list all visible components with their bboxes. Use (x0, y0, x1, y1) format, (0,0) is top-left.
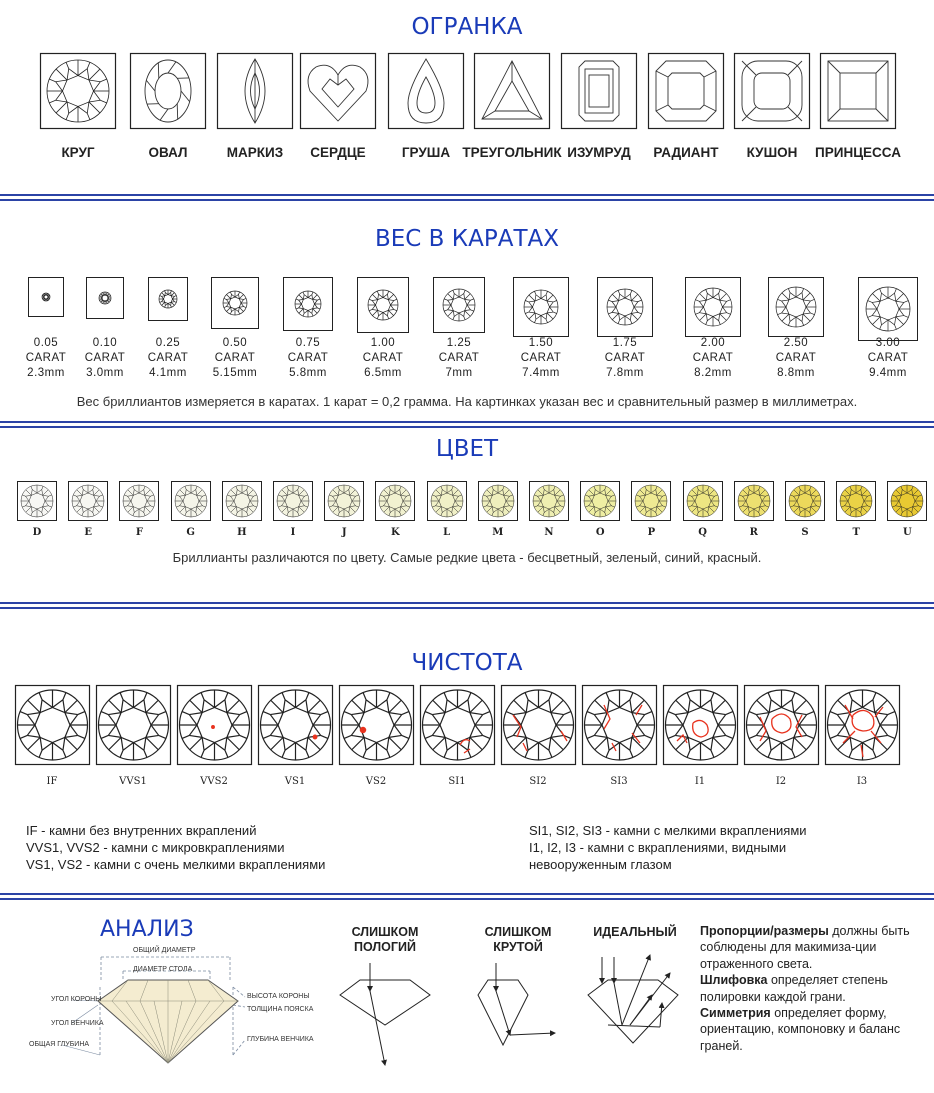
heading-line: КРУТОЙ (493, 940, 543, 954)
radiant-icon (648, 53, 724, 129)
carat-unit: CARAT (867, 352, 909, 364)
carat-size: 8.8mm (777, 367, 815, 379)
carat-diamond-icon (283, 277, 333, 331)
analysis-text (700, 923, 932, 1054)
clarity-legend-right (529, 822, 807, 873)
color-diamond-icon (836, 481, 876, 521)
cut-section-title: ОГРАНКА (411, 14, 523, 40)
color-diamond-icon (375, 481, 415, 521)
cut-shape-label: КУШОН (746, 145, 798, 160)
cut-ideal-heading (585, 925, 685, 940)
carat-size: 9.4mm (869, 367, 907, 379)
carat-diamond-icon (768, 277, 824, 337)
triangle-icon (474, 53, 550, 129)
carat-size: 5.8mm (289, 367, 327, 379)
cut-shape-label: ПРИНЦЕССА (815, 145, 901, 160)
cut-shape-label: РАДИАНТ (653, 145, 719, 160)
carat-weight: 1.75 (612, 337, 638, 349)
heading-line: ПОЛОГИЙ (354, 940, 416, 954)
section-divider (0, 194, 934, 201)
color-grade-label: T (852, 527, 860, 538)
clarity-diamond-icon (177, 685, 252, 765)
carat-diamond-icon (148, 277, 188, 321)
carat-diamond-icon (513, 277, 569, 337)
carat-size: 5.15mm (212, 367, 258, 379)
color-diamond-icon (222, 481, 262, 521)
color-diamond-icon (427, 481, 467, 521)
total-depth-label: ОБЩАЯ ГЛУБИНА (29, 1041, 90, 1048)
color-diamond-icon (887, 481, 927, 521)
carat-unit: CARAT (692, 352, 734, 364)
color-grade-label: O (595, 527, 605, 538)
color-grade-label: L (443, 527, 451, 538)
color-grade-label: M (492, 527, 504, 538)
clarity-diamond-icon (420, 685, 495, 765)
analysis-section-title: АНАЛИЗ (100, 917, 194, 942)
cut-shallow-heading (350, 925, 420, 955)
legend-line: VVS1, VVS2 - камни с микровкраплениями (26, 840, 285, 855)
color-grade-label: R (749, 527, 758, 538)
carat-diamond-icon (858, 277, 918, 341)
princess-icon (820, 53, 896, 129)
carat-weight: 1.25 (446, 337, 472, 349)
legend-line: SI1, SI2, SI3 - камни с мелкими вкраплениями (529, 823, 807, 838)
cut-shape-label: МАРКИЗ (226, 145, 284, 160)
color-grade-label: H (237, 527, 247, 538)
legend-line: невооруженным глазом (529, 857, 672, 872)
carat-caption (273, 336, 343, 381)
girdle-thickness-label: ТОЛЩИНА ПОЯСКА (247, 1006, 314, 1013)
clarity-grade-label: VVS1 (119, 776, 147, 787)
carat-caption (678, 336, 748, 381)
round-icon (40, 53, 116, 129)
clarity-diamond-icon (15, 685, 90, 765)
clarity-grade-label: VVS2 (200, 776, 228, 787)
color-diamond-icon (17, 481, 57, 521)
color-diamond-icon (580, 481, 620, 521)
carat-unit: CARAT (84, 352, 126, 364)
carat-weight: 1.50 (528, 337, 554, 349)
heart-icon (300, 53, 376, 129)
color-diamond-icon (478, 481, 518, 521)
clarity-grade-label: SI2 (529, 776, 547, 787)
color-section-title: ЦВЕТ (435, 436, 499, 462)
color-diamond-icon (631, 481, 671, 521)
color-grade-label: I (290, 527, 296, 538)
color-diamond-icon (785, 481, 825, 521)
carat-unit: CARAT (438, 352, 480, 364)
clarity-diamond-icon (744, 685, 819, 765)
clarity-grade-label: SI3 (610, 776, 628, 787)
legend-line: IF - камни без внутренних вкраплений (26, 823, 257, 838)
oval-icon (130, 53, 206, 129)
carat-weight: 0.50 (222, 337, 248, 349)
clarity-grade-label: VS2 (365, 776, 387, 787)
color-grade-label: Q (698, 527, 707, 538)
cut-deep-heading (476, 925, 560, 955)
color-grade-label: N (544, 527, 554, 538)
color-diamond-icon (324, 481, 364, 521)
clarity-diamond-icon (663, 685, 738, 765)
cut-shape-label: СЕРДЦЕ (310, 145, 366, 160)
color-diamond-icon (273, 481, 313, 521)
pavilion-depth-label: ГЛУБИНА ВЕНЧИКА (247, 1036, 314, 1043)
carat-weight: 2.50 (783, 337, 809, 349)
carat-unit: CARAT (362, 352, 404, 364)
clarity-grade-label: SI1 (448, 776, 466, 787)
carat-diamond-icon (211, 277, 259, 329)
color-note: Бриллианты различаются по цвету. Самые редкие цвета - бесцветный, зеленый, синий, красный. (172, 550, 762, 565)
color-diamond-icon (171, 481, 211, 521)
total-diameter-label: ОБЩИЙ ДИАМЕТР (133, 947, 196, 954)
carat-section-title: ВЕС В КАРАТАХ (375, 226, 559, 252)
legend-line: VS1, VS2 - камни с очень мелкими вкраплениями (26, 857, 326, 872)
cut-shape-label: ТРЕУГОЛЬНИК (462, 145, 562, 160)
polish-text: определяет степень полировки каждой грани. (700, 973, 888, 1004)
heading-line: ИДЕАЛЬНЫЙ (593, 925, 677, 939)
clarity-grade-label: IF (46, 776, 58, 787)
carat-caption (70, 336, 140, 381)
crown-angle-label: УГОЛ КОРОНЫ (51, 996, 102, 1003)
carat-caption (200, 336, 270, 381)
carat-unit: CARAT (147, 352, 189, 364)
color-grade-label: J (341, 527, 347, 538)
carat-caption (424, 336, 494, 381)
carat-size: 3.0mm (86, 367, 124, 379)
clarity-legend-left (26, 822, 325, 873)
carat-size: 7.4mm (522, 367, 560, 379)
carat-weight: 3.00 (875, 337, 901, 349)
carat-unit: CARAT (520, 352, 562, 364)
color-grade-label: D (32, 527, 42, 538)
carat-unit: CARAT (604, 352, 646, 364)
carat-unit: CARAT (25, 352, 67, 364)
color-diamond-icon (529, 481, 569, 521)
carat-diamond-icon (597, 277, 653, 337)
clarity-grade-label: I2 (775, 776, 787, 787)
carat-weight: 0.10 (92, 337, 118, 349)
color-grade-label: P (647, 527, 656, 538)
clarity-grade-label: VS1 (284, 776, 306, 787)
pavilion-angle-label: УГОЛ ВЕНЧИКА (51, 1020, 104, 1027)
color-grade-label: K (391, 527, 400, 538)
clarity-diamond-icon (501, 685, 576, 765)
clarity-diamond-icon (582, 685, 657, 765)
carat-size: 6.5mm (364, 367, 402, 379)
clarity-grade-label: I3 (856, 776, 868, 787)
carat-size: 4.1mm (149, 367, 187, 379)
heading-line: СЛИШКОМ (351, 925, 419, 939)
carat-diamond-icon (86, 277, 124, 319)
section-divider (0, 421, 934, 428)
clarity-diamond-icon (825, 685, 900, 765)
color-diamond-icon (68, 481, 108, 521)
carat-weight: 0.25 (155, 337, 181, 349)
carat-caption (506, 336, 576, 381)
carat-weight: 0.05 (33, 337, 59, 349)
color-grade-label: S (801, 527, 809, 538)
carat-weight: 1.00 (370, 337, 396, 349)
heading-line: СЛИШКОМ (484, 925, 552, 939)
carat-diamond-icon (28, 277, 64, 317)
carat-size: 7mm (445, 367, 473, 379)
carat-unit: CARAT (775, 352, 817, 364)
section-divider (0, 893, 934, 900)
clarity-grade-label: I1 (694, 776, 706, 787)
marquise-icon (217, 53, 293, 129)
color-diamond-icon (734, 481, 774, 521)
cut-shape-label: ГРУША (401, 145, 451, 160)
color-grade-label: F (135, 527, 143, 538)
color-diamond-icon (119, 481, 159, 521)
cushion-icon (734, 53, 810, 129)
carat-unit: CARAT (214, 352, 256, 364)
carat-diamond-icon (685, 277, 741, 337)
section-divider (0, 602, 934, 609)
carat-caption (853, 336, 923, 381)
carat-caption (590, 336, 660, 381)
color-grade-label: E (84, 527, 92, 538)
proportions-text: должны быть соблюдены для макимиза-ции отраженного света. (700, 924, 910, 971)
color-diamond-icon (683, 481, 723, 521)
clarity-section-title: ЧИСТОТА (411, 650, 523, 676)
carat-diamond-icon (357, 277, 409, 333)
light-path-diagrams (330, 955, 700, 1085)
clarity-diamond-icon (258, 685, 333, 765)
cut-shape-label: ИЗУМРУД (567, 145, 631, 160)
carat-size: 2.3mm (27, 367, 65, 379)
emerald-icon (561, 53, 637, 129)
cut-shape-label: КРУГ (61, 145, 95, 160)
clarity-diamond-icon (96, 685, 171, 765)
color-grade-label: G (186, 527, 195, 538)
carat-note: Вес бриллиантов измеряется в каратах. 1 карат = 0,2 грамма. На картинках указан вес и сравнительный размер в миллиметрах. (76, 394, 858, 409)
carat-caption (133, 336, 203, 381)
pear-icon (388, 53, 464, 129)
cut-shape-label: ОВАЛ (148, 145, 188, 160)
carat-diamond-icon (433, 277, 485, 333)
carat-size: 7.8mm (606, 367, 644, 379)
carat-unit: CARAT (287, 352, 329, 364)
carat-size: 8.2mm (694, 367, 732, 379)
polish-term: Шлифовка (700, 973, 768, 988)
carat-weight: 0.75 (295, 337, 321, 349)
crown-height-label: ВЫСОТА КОРОНЫ (247, 993, 310, 1000)
carat-weight: 2.00 (700, 337, 726, 349)
table-diameter-label: ДИАМЕТР СТОЛА (133, 966, 193, 973)
color-grade-label: U (903, 527, 912, 538)
proportions-term: Пропорции/размеры (700, 924, 829, 938)
clarity-diamond-icon (339, 685, 414, 765)
symmetry-text: определяет форму, ориентацию, компоновку и баланс граней. (700, 1006, 901, 1053)
carat-caption (761, 336, 831, 381)
legend-line: I1, I2, I3 - камни с вкраплениями, видными (529, 840, 787, 855)
symmetry-term: Симметрия (700, 1006, 771, 1021)
carat-caption (348, 336, 418, 381)
